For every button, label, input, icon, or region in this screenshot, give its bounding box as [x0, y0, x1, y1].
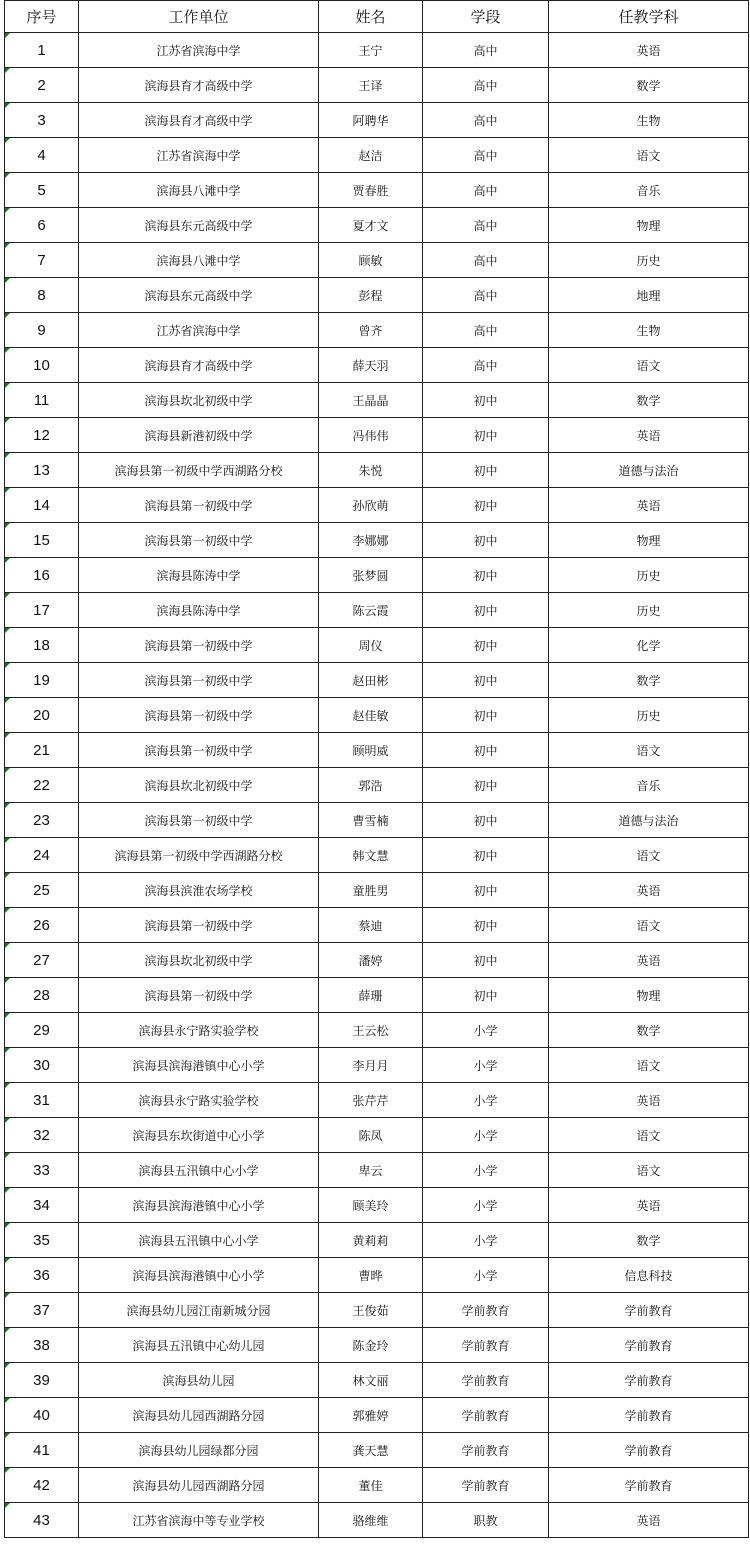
cell-work-unit: 滨海县第一初级中学 — [79, 488, 319, 523]
cell-name: 陈凤 — [319, 1118, 423, 1153]
cell-subject: 学前教育 — [549, 1293, 749, 1328]
cell-school-stage: 初中 — [423, 873, 549, 908]
cell-name: 郭雅婷 — [319, 1398, 423, 1433]
cell-subject: 物理 — [549, 978, 749, 1013]
cell-school-stage: 初中 — [423, 558, 549, 593]
cell-subject: 语文 — [549, 733, 749, 768]
table-row — [5, 278, 749, 313]
table-row — [5, 908, 749, 943]
cell-subject: 数学 — [549, 383, 749, 418]
cell-subject: 物理 — [549, 208, 749, 243]
cell-name: 薛珊 — [319, 978, 423, 1013]
cell-school-stage: 高中 — [423, 278, 549, 313]
cell-number: 33 — [5, 1153, 79, 1188]
cell-number: 17 — [5, 593, 79, 628]
cell-name: 赵田彬 — [319, 663, 423, 698]
cell-number: 25 — [5, 873, 79, 908]
cell-school-stage: 初中 — [423, 803, 549, 838]
teacher-roster-table — [4, 0, 749, 1538]
cell-name: 顾明威 — [319, 733, 423, 768]
cell-subject: 音乐 — [549, 173, 749, 208]
table-row — [5, 558, 749, 593]
cell-name: 张梦圆 — [319, 558, 423, 593]
table-row — [5, 803, 749, 838]
cell-number: 29 — [5, 1013, 79, 1048]
cell-school-stage: 初中 — [423, 838, 549, 873]
cell-work-unit: 滨海县幼儿园西湖路分园 — [79, 1468, 319, 1503]
cell-name: 童胜男 — [319, 873, 423, 908]
cell-number: 15 — [5, 523, 79, 558]
cell-school-stage: 高中 — [423, 348, 549, 383]
cell-school-stage: 初中 — [423, 453, 549, 488]
cell-subject: 生物 — [549, 103, 749, 138]
cell-work-unit: 滨海县幼儿园 — [79, 1363, 319, 1398]
cell-work-unit: 滨海县坎北初级中学 — [79, 943, 319, 978]
cell-work-unit: 滨海县五汛镇中心幼儿园 — [79, 1328, 319, 1363]
cell-number: 28 — [5, 978, 79, 1013]
cell-school-stage: 小学 — [423, 1223, 549, 1258]
cell-work-unit: 滨海县滨海港镇中心小学 — [79, 1048, 319, 1083]
table-row — [5, 33, 749, 68]
cell-name: 蔡迪 — [319, 908, 423, 943]
cell-subject: 学前教育 — [549, 1433, 749, 1468]
cell-school-stage: 初中 — [423, 978, 549, 1013]
cell-number: 2 — [5, 68, 79, 103]
cell-school-stage: 初中 — [423, 733, 549, 768]
cell-name: 顾美玲 — [319, 1188, 423, 1223]
cell-number: 30 — [5, 1048, 79, 1083]
header-subject: 任教学科 — [549, 1, 749, 33]
cell-work-unit: 滨海县坎北初级中学 — [79, 383, 319, 418]
cell-name: 赵洁 — [319, 138, 423, 173]
table-row — [5, 138, 749, 173]
table-row — [5, 628, 749, 663]
table-body — [5, 33, 749, 1538]
cell-school-stage: 初中 — [423, 908, 549, 943]
cell-subject: 英语 — [549, 418, 749, 453]
header-school-stage: 学段 — [423, 1, 549, 33]
cell-work-unit: 滨海县第一初级中学西湖路分校 — [79, 453, 319, 488]
cell-name: 王云松 — [319, 1013, 423, 1048]
cell-work-unit: 滨海县幼儿园绿都分园 — [79, 1433, 319, 1468]
cell-work-unit: 滨海县五汛镇中心小学 — [79, 1223, 319, 1258]
cell-work-unit: 滨海县第一初级中学 — [79, 523, 319, 558]
cell-school-stage: 小学 — [423, 1258, 549, 1293]
cell-name: 董佳 — [319, 1468, 423, 1503]
cell-school-stage: 小学 — [423, 1048, 549, 1083]
cell-school-stage: 高中 — [423, 208, 549, 243]
cell-school-stage: 初中 — [423, 488, 549, 523]
cell-number: 6 — [5, 208, 79, 243]
cell-subject: 地理 — [549, 278, 749, 313]
cell-subject: 物理 — [549, 523, 749, 558]
cell-work-unit: 滨海县陈涛中学 — [79, 558, 319, 593]
table-row — [5, 593, 749, 628]
cell-work-unit: 滨海县五汛镇中心小学 — [79, 1153, 319, 1188]
cell-school-stage: 小学 — [423, 1083, 549, 1118]
cell-school-stage: 初中 — [423, 768, 549, 803]
cell-number: 36 — [5, 1258, 79, 1293]
cell-name: 龚天慧 — [319, 1433, 423, 1468]
cell-school-stage: 学前教育 — [423, 1468, 549, 1503]
cell-number: 16 — [5, 558, 79, 593]
table-row — [5, 698, 749, 733]
header-work-unit: 工作单位 — [79, 1, 319, 33]
cell-subject: 语文 — [549, 348, 749, 383]
cell-name: 王宁 — [319, 33, 423, 68]
cell-work-unit: 滨海县八滩中学 — [79, 243, 319, 278]
cell-number: 3 — [5, 103, 79, 138]
header-number: 序号 — [5, 1, 79, 33]
table-row — [5, 943, 749, 978]
header-name: 姓名 — [319, 1, 423, 33]
table-row — [5, 1118, 749, 1153]
cell-school-stage: 高中 — [423, 243, 549, 278]
cell-school-stage: 高中 — [423, 313, 549, 348]
table-row — [5, 173, 749, 208]
cell-subject: 英语 — [549, 1503, 749, 1538]
cell-number: 35 — [5, 1223, 79, 1258]
cell-work-unit: 滨海县东元高级中学 — [79, 208, 319, 243]
cell-subject: 学前教育 — [549, 1398, 749, 1433]
table-row — [5, 978, 749, 1013]
cell-work-unit: 滨海县第一初级中学 — [79, 733, 319, 768]
table-row — [5, 1398, 749, 1433]
cell-work-unit: 滨海县幼儿园西湖路分园 — [79, 1398, 319, 1433]
cell-work-unit: 滨海县第一初级中学 — [79, 978, 319, 1013]
cell-name: 夏才文 — [319, 208, 423, 243]
cell-subject: 语文 — [549, 838, 749, 873]
cell-subject: 道德与法治 — [549, 453, 749, 488]
table-row — [5, 1468, 749, 1503]
table-header — [5, 1, 749, 33]
cell-subject: 信息科技 — [549, 1258, 749, 1293]
table-row — [5, 838, 749, 873]
cell-school-stage: 学前教育 — [423, 1363, 549, 1398]
cell-subject: 数学 — [549, 1223, 749, 1258]
table-row — [5, 243, 749, 278]
table-row — [5, 768, 749, 803]
cell-work-unit: 滨海县陈涛中学 — [79, 593, 319, 628]
cell-name: 冯伟伟 — [319, 418, 423, 453]
cell-school-stage: 初中 — [423, 663, 549, 698]
cell-work-unit: 滨海县第一初级中学 — [79, 663, 319, 698]
cell-name: 陈金玲 — [319, 1328, 423, 1363]
cell-number: 21 — [5, 733, 79, 768]
cell-work-unit: 滨海县新港初级中学 — [79, 418, 319, 453]
cell-name: 薛天羽 — [319, 348, 423, 383]
cell-name: 阿聘华 — [319, 103, 423, 138]
cell-number: 10 — [5, 348, 79, 383]
cell-work-unit: 滨海县永宁路实验学校 — [79, 1083, 319, 1118]
table-row — [5, 1013, 749, 1048]
cell-number: 34 — [5, 1188, 79, 1223]
cell-number: 22 — [5, 768, 79, 803]
cell-work-unit: 滨海县八滩中学 — [79, 173, 319, 208]
cell-school-stage: 初中 — [423, 698, 549, 733]
cell-number: 14 — [5, 488, 79, 523]
cell-subject: 生物 — [549, 313, 749, 348]
cell-subject: 学前教育 — [549, 1363, 749, 1398]
cell-name: 朱悦 — [319, 453, 423, 488]
cell-name: 曹晔 — [319, 1258, 423, 1293]
cell-subject: 学前教育 — [549, 1328, 749, 1363]
cell-name: 骆维维 — [319, 1503, 423, 1538]
cell-name: 曹雪楠 — [319, 803, 423, 838]
table-row — [5, 1433, 749, 1468]
cell-name: 彭程 — [319, 278, 423, 313]
cell-subject: 历史 — [549, 698, 749, 733]
cell-number: 31 — [5, 1083, 79, 1118]
cell-work-unit: 滨海县坎北初级中学 — [79, 768, 319, 803]
table-row — [5, 383, 749, 418]
table-row — [5, 453, 749, 488]
cell-number: 18 — [5, 628, 79, 663]
cell-work-unit: 滨海县幼儿园江南新城分园 — [79, 1293, 319, 1328]
table-row — [5, 1048, 749, 1083]
cell-school-stage: 高中 — [423, 68, 549, 103]
table-row — [5, 733, 749, 768]
cell-work-unit: 江苏省滨海中学 — [79, 138, 319, 173]
cell-name: 韩文慧 — [319, 838, 423, 873]
cell-number: 13 — [5, 453, 79, 488]
cell-school-stage: 初中 — [423, 418, 549, 453]
cell-subject: 化学 — [549, 628, 749, 663]
cell-name: 郭浩 — [319, 768, 423, 803]
cell-subject: 数学 — [549, 68, 749, 103]
cell-number: 42 — [5, 1468, 79, 1503]
cell-number: 12 — [5, 418, 79, 453]
cell-subject: 英语 — [549, 873, 749, 908]
cell-subject: 语文 — [549, 1153, 749, 1188]
cell-subject: 历史 — [549, 243, 749, 278]
header-row — [5, 1, 749, 33]
table-row — [5, 1328, 749, 1363]
cell-name: 卑云 — [319, 1153, 423, 1188]
cell-school-stage: 初中 — [423, 383, 549, 418]
cell-number: 20 — [5, 698, 79, 733]
table-row — [5, 523, 749, 558]
table-row — [5, 488, 749, 523]
cell-school-stage: 初中 — [423, 628, 549, 663]
cell-subject: 语文 — [549, 1048, 749, 1083]
cell-subject: 英语 — [549, 1083, 749, 1118]
cell-work-unit: 滨海县育才高级中学 — [79, 68, 319, 103]
cell-work-unit: 滨海县第一初级中学 — [79, 803, 319, 838]
cell-number: 24 — [5, 838, 79, 873]
table-row — [5, 1293, 749, 1328]
cell-name: 曾齐 — [319, 313, 423, 348]
cell-work-unit: 滨海县育才高级中学 — [79, 103, 319, 138]
table-row — [5, 68, 749, 103]
cell-subject: 历史 — [549, 558, 749, 593]
cell-subject: 学前教育 — [549, 1468, 749, 1503]
cell-school-stage: 学前教育 — [423, 1328, 549, 1363]
cell-school-stage: 高中 — [423, 103, 549, 138]
cell-number: 40 — [5, 1398, 79, 1433]
cell-work-unit: 滨海县育才高级中学 — [79, 348, 319, 383]
cell-name: 张芹芹 — [319, 1083, 423, 1118]
cell-school-stage: 高中 — [423, 173, 549, 208]
cell-school-stage: 小学 — [423, 1153, 549, 1188]
table-row — [5, 103, 749, 138]
cell-name: 王俊茹 — [319, 1293, 423, 1328]
cell-number: 41 — [5, 1433, 79, 1468]
cell-name: 李月月 — [319, 1048, 423, 1083]
cell-number: 1 — [5, 33, 79, 68]
cell-work-unit: 滨海县滨海港镇中心小学 — [79, 1258, 319, 1293]
cell-work-unit: 江苏省滨海中学 — [79, 313, 319, 348]
cell-subject: 道德与法治 — [549, 803, 749, 838]
cell-subject: 数学 — [549, 1013, 749, 1048]
cell-name: 顾敏 — [319, 243, 423, 278]
cell-work-unit: 滨海县第一初级中学 — [79, 698, 319, 733]
cell-subject: 英语 — [549, 488, 749, 523]
cell-number: 4 — [5, 138, 79, 173]
cell-work-unit: 滨海县第一初级中学西湖路分校 — [79, 838, 319, 873]
table-row — [5, 418, 749, 453]
cell-name: 王晶晶 — [319, 383, 423, 418]
cell-name: 黄莉莉 — [319, 1223, 423, 1258]
cell-work-unit: 滨海县永宁路实验学校 — [79, 1013, 319, 1048]
cell-name: 贾春胜 — [319, 173, 423, 208]
cell-school-stage: 高中 — [423, 33, 549, 68]
table-row — [5, 208, 749, 243]
cell-name: 陈云霞 — [319, 593, 423, 628]
cell-school-stage: 小学 — [423, 1118, 549, 1153]
table-row — [5, 313, 749, 348]
cell-number: 38 — [5, 1328, 79, 1363]
cell-name: 李娜娜 — [319, 523, 423, 558]
cell-work-unit: 滨海县东坎街道中心小学 — [79, 1118, 319, 1153]
cell-school-stage: 小学 — [423, 1188, 549, 1223]
table-row — [5, 873, 749, 908]
table-row — [5, 1153, 749, 1188]
cell-subject: 英语 — [549, 33, 749, 68]
cell-school-stage: 初中 — [423, 943, 549, 978]
table-row — [5, 663, 749, 698]
cell-subject: 语文 — [549, 138, 749, 173]
cell-work-unit: 滨海县滨海港镇中心小学 — [79, 1188, 319, 1223]
cell-number: 11 — [5, 383, 79, 418]
cell-work-unit: 滨海县滨淮农场学校 — [79, 873, 319, 908]
cell-number: 8 — [5, 278, 79, 313]
cell-school-stage: 初中 — [423, 523, 549, 558]
cell-school-stage: 小学 — [423, 1013, 549, 1048]
cell-number: 37 — [5, 1293, 79, 1328]
cell-subject: 数学 — [549, 663, 749, 698]
table-row — [5, 1258, 749, 1293]
table-row — [5, 1363, 749, 1398]
cell-name: 赵佳敏 — [319, 698, 423, 733]
cell-number: 43 — [5, 1503, 79, 1538]
cell-subject: 历史 — [549, 593, 749, 628]
cell-work-unit: 江苏省滨海中学 — [79, 33, 319, 68]
cell-name: 周仪 — [319, 628, 423, 663]
cell-work-unit: 滨海县东元高级中学 — [79, 278, 319, 313]
cell-number: 5 — [5, 173, 79, 208]
table-row — [5, 1223, 749, 1258]
cell-name: 潘婷 — [319, 943, 423, 978]
cell-number: 9 — [5, 313, 79, 348]
cell-subject: 音乐 — [549, 768, 749, 803]
cell-number: 26 — [5, 908, 79, 943]
cell-subject: 语文 — [549, 908, 749, 943]
cell-subject: 英语 — [549, 1188, 749, 1223]
cell-work-unit: 江苏省滨海中等专业学校 — [79, 1503, 319, 1538]
cell-name: 林文丽 — [319, 1363, 423, 1398]
table-row — [5, 348, 749, 383]
cell-work-unit: 滨海县第一初级中学 — [79, 628, 319, 663]
cell-name: 孙欣萌 — [319, 488, 423, 523]
table-row — [5, 1083, 749, 1118]
table-row — [5, 1503, 749, 1538]
cell-number: 23 — [5, 803, 79, 838]
cell-school-stage: 学前教育 — [423, 1433, 549, 1468]
cell-school-stage: 学前教育 — [423, 1293, 549, 1328]
cell-number: 39 — [5, 1363, 79, 1398]
cell-number: 32 — [5, 1118, 79, 1153]
cell-name: 王译 — [319, 68, 423, 103]
cell-work-unit: 滨海县第一初级中学 — [79, 908, 319, 943]
cell-number: 27 — [5, 943, 79, 978]
cell-school-stage: 高中 — [423, 138, 549, 173]
cell-school-stage: 学前教育 — [423, 1398, 549, 1433]
cell-subject: 英语 — [549, 943, 749, 978]
cell-number: 7 — [5, 243, 79, 278]
cell-number: 19 — [5, 663, 79, 698]
cell-school-stage: 职教 — [423, 1503, 549, 1538]
table-row — [5, 1188, 749, 1223]
cell-subject: 语文 — [549, 1118, 749, 1153]
cell-school-stage: 初中 — [423, 593, 549, 628]
